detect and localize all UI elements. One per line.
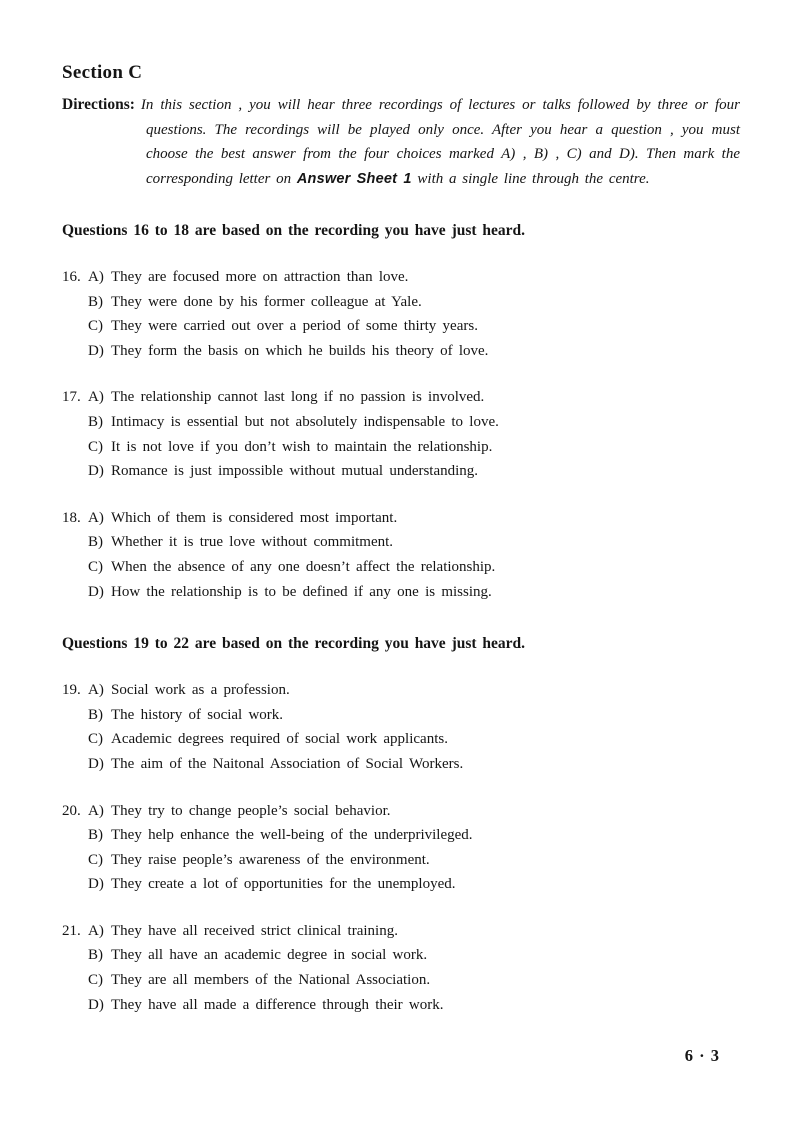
option-row	[62, 459, 740, 484]
option-row	[62, 919, 740, 944]
question-number	[62, 993, 88, 1018]
option-text: They form the basis on which he builds his theory of love.	[111, 342, 489, 359]
question-number	[62, 410, 88, 435]
option-text: The history of social work.	[111, 706, 284, 723]
question-number	[62, 530, 88, 555]
option-text: They are all members of the National Association.	[111, 972, 431, 989]
option-row	[62, 678, 740, 703]
option-row	[62, 290, 740, 315]
option-label: B)	[88, 947, 103, 964]
question-number	[62, 872, 88, 897]
option-row	[62, 530, 740, 555]
option-text: They were carried out over a period of some thirty years.	[111, 318, 478, 335]
option-row	[62, 555, 740, 580]
option-label: D)	[88, 996, 104, 1013]
option-label: B)	[88, 293, 103, 310]
option-label: B)	[88, 827, 103, 844]
group-heading: Questions 16 to 18 are based on the recording you have just heard.	[62, 222, 526, 239]
section-title: Section C	[62, 62, 143, 83]
question	[62, 799, 740, 897]
option-row	[62, 799, 740, 824]
answer-sheet-reference: Answer Sheet 1	[296, 170, 412, 187]
question-number	[62, 290, 88, 315]
question	[62, 678, 740, 776]
question-number: 21.	[62, 922, 81, 939]
option-label: B)	[88, 534, 103, 551]
option-text: They help enhance the well-being of the underprivileged.	[111, 827, 473, 844]
option-text: It is not love if you don’t wish to maintain the relationship.	[111, 438, 493, 455]
question-number	[62, 459, 88, 484]
option-row	[62, 823, 740, 848]
option-row	[62, 727, 740, 752]
option-row	[62, 968, 740, 993]
option-row	[62, 385, 740, 410]
question-number: 16.	[62, 269, 81, 285]
question-number	[62, 555, 88, 580]
option-text: Social work as a profession.	[111, 682, 290, 699]
option-label: A)	[88, 922, 104, 939]
option-text: They try to change people’s social behavior.	[111, 802, 391, 819]
question-number	[62, 823, 88, 848]
option-label: A)	[88, 269, 104, 285]
question	[62, 506, 740, 604]
option-label: A)	[88, 389, 104, 406]
option-label: B)	[88, 413, 103, 430]
option-label: D)	[88, 755, 104, 772]
option-text: They all have an academic degree in social work.	[111, 947, 428, 964]
option-label: D)	[88, 342, 104, 359]
option-text: Romance is just impossible without mutual understanding.	[111, 463, 479, 480]
question-number	[62, 943, 88, 968]
option-row	[62, 703, 740, 728]
option-text: They have all received strict clinical training.	[111, 922, 398, 939]
option-label: B)	[88, 706, 103, 723]
option-text: The aim of the Naitonal Association of Social Workers.	[111, 755, 464, 772]
option-label: C)	[88, 318, 103, 335]
option-text: They have all made a difference through their work.	[111, 996, 444, 1013]
option-row	[62, 314, 740, 339]
question	[62, 919, 740, 1017]
option-label: A)	[88, 802, 104, 819]
option-label: C)	[88, 851, 103, 868]
option-label: D)	[88, 583, 104, 600]
option-text: Which of them is considered most important.	[111, 509, 398, 526]
option-label: C)	[88, 558, 103, 575]
question-number: 20.	[62, 802, 81, 819]
option-text: They create a lot of opportunities for the unemployed.	[111, 876, 456, 893]
question-number: 18.	[62, 509, 81, 526]
option-row	[62, 848, 740, 873]
option-label: A)	[88, 509, 104, 526]
option-row	[62, 752, 740, 777]
question-number	[62, 703, 88, 728]
option-text: They are focused more on attraction than love.	[111, 269, 409, 285]
option-row	[62, 580, 740, 605]
option-text: The relationship cannot last long if no passion is involved.	[111, 389, 485, 406]
question-number: 17.	[62, 389, 81, 406]
option-text: They raise people’s awareness of the environment.	[111, 851, 430, 868]
option-row	[62, 506, 740, 531]
option-text: When the absence of any one doesn’t affect the relationship.	[111, 558, 496, 575]
directions-label: Directions:	[62, 96, 135, 113]
question-number	[62, 580, 88, 605]
question-number: 19.	[62, 682, 81, 699]
question-number	[62, 752, 88, 777]
option-text: Whether it is true love without commitment.	[111, 534, 394, 551]
question	[62, 265, 740, 363]
question	[62, 385, 740, 483]
question-number	[62, 848, 88, 873]
question-number	[62, 435, 88, 460]
question-number	[62, 727, 88, 752]
option-label: D)	[88, 876, 104, 893]
option-row	[62, 339, 740, 364]
option-text: Intimacy is essential but not absolutely indispensable to love.	[111, 413, 499, 430]
option-text: They were done by his former colleague at Yale.	[111, 293, 422, 310]
option-label: C)	[88, 731, 103, 748]
question-number	[62, 314, 88, 339]
directions-paragraph	[62, 93, 740, 191]
question-group	[62, 634, 740, 1017]
option-row	[62, 993, 740, 1018]
option-label: D)	[88, 463, 104, 480]
option-row	[62, 265, 740, 290]
option-label: C)	[88, 438, 103, 455]
option-row	[62, 943, 740, 968]
option-row	[62, 872, 740, 897]
option-label: A)	[88, 682, 104, 699]
directions-text-1: In this section , you will hear three recordings of lectures or talks followed by three or four questions. The recordings will be played only once. After you hear a question , you must choose the best answer from the four choices marked A) , B) , C) and D). Then mark the corresponding letter on	[140, 97, 740, 187]
question-group	[62, 221, 740, 604]
page-number: 6 · 3	[684, 1046, 720, 1065]
option-row	[62, 410, 740, 435]
group-heading: Questions 19 to 22 are based on the recording you have just heard.	[62, 635, 526, 653]
option-row	[62, 435, 740, 460]
option-text: How the relationship is to be defined if any one is missing.	[111, 583, 492, 600]
question-number	[62, 339, 88, 364]
question-number	[62, 968, 88, 993]
directions-text-2: with a single line through the centre.	[411, 170, 650, 187]
option-text: Academic degrees required of social work applicants.	[111, 731, 448, 748]
option-label: C)	[88, 972, 103, 989]
question-groups	[62, 221, 740, 1017]
